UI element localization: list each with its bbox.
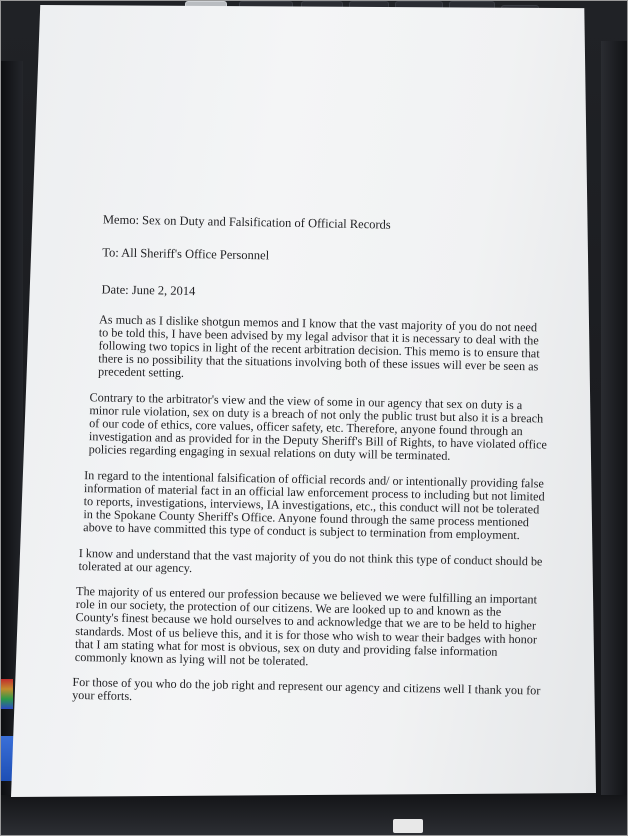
memo-recipient: To: All Sheriff's Office Personnel xyxy=(102,245,270,263)
memo-paragraph: For those of you who do the job right and represent our agency and citizens well I thank you for your efforts. xyxy=(72,675,541,704)
memo-body xyxy=(72,213,551,723)
memo-paragraph: The majority of us entered our profession because we believed we were fulfilling an important role in our society, the protection of our citizens. We are looked up to and known as the County's finest because we hold ourselves to and acknowledge that we are to be held to higher standards. Most of us believe this, and it is for those who wish to wear their badges with honor that I am stating what for most is obvious, sex on duty and providing false information commonly known as lying will not be tolerated. xyxy=(74,584,538,669)
background-tab xyxy=(393,819,423,833)
memo-subject: Memo: Sex on Duty and Falsification of Official Records xyxy=(102,212,391,232)
memo-paragraph: As much as I dislike shotgun memos and I know that the vast majority of you do not need to be told this, I have been advised by my legal advisor that it is necessary to deal with the following two topics in light of the recent arbitration decision. This memo is to ensure that there is no possibility that the situations involving both of these issues will ever be seen as precedent setting. xyxy=(97,311,540,381)
background-bottom xyxy=(1,795,627,835)
memo-paragraph: Contrary to the arbitrator's view and the view of some in our agency that sex on duty is a minor rule violation, sex on duty is a breach of not only the public trust but also it is a breach of our code of ethics, core values, officer safety, etc. Therefore, anyone found through an investigation and as provided for in the Deputy Sheriff's Bill of Rights, to have violated office policies regarding engaging in sexual relations on duty will be terminated. xyxy=(88,389,547,464)
background-right xyxy=(601,41,627,821)
memo-paragraph: I know and understand that the vast majority of you do not think this type of conduct should be tolerated at our agency. xyxy=(78,545,543,575)
memo-date: Date: June 2, 2014 xyxy=(101,282,196,299)
background-sticker xyxy=(1,679,13,709)
memo-paragraph: In regard to the intentional falsification of official records and/ or intentionally providing false information of material fact in an official law enforcement process to including but not limited to reports, investigations, interviews, IA investigations, etc., this conduct will not be tolerated in the Spokane County Sheriff's Office. Anyone found through the same process mentioned above to have committed this type of conduct is subject to termination from employment. xyxy=(83,467,545,543)
